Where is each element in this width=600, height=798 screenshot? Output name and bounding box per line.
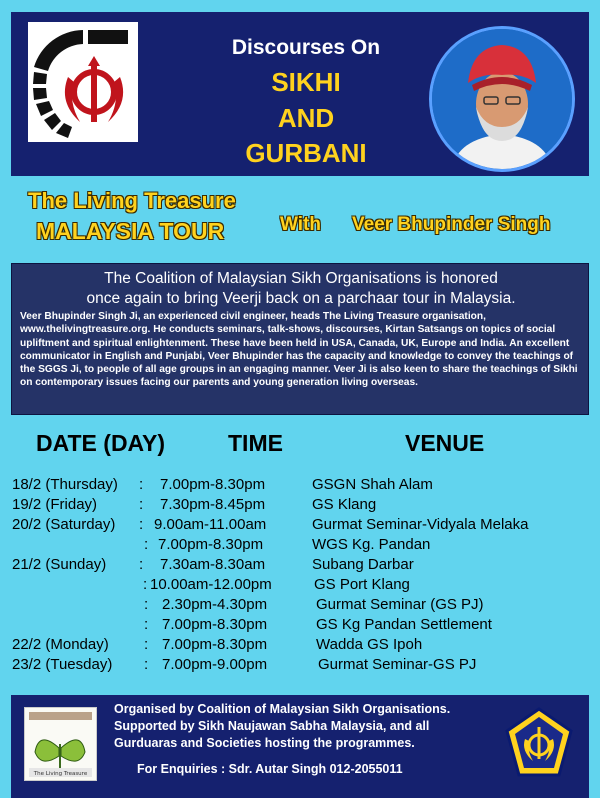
- row-venue: GS Port Klang: [314, 576, 410, 593]
- row-sep: :: [144, 636, 149, 653]
- row-sep: :: [144, 596, 149, 613]
- speaker-portrait: [429, 26, 575, 172]
- row-sep: :: [139, 476, 144, 493]
- row-date: 23/2 (Tuesday): [12, 656, 113, 673]
- header-venue: VENUE: [405, 430, 485, 456]
- organiser-line-2: Supported by Sikh Naujawan Sabha Malaysia, and all: [114, 719, 430, 733]
- row-time: 7.00pm-8.30pm: [160, 476, 266, 493]
- tlt-logo-caption: The Living Treasure: [33, 771, 88, 777]
- enquiries-contact: For Enquiries : Sdr. Autar Singh 012-2055011: [137, 762, 403, 776]
- row-time: 10.00am-12.00pm: [150, 576, 272, 593]
- row-time: 7.00pm-8.30pm: [162, 616, 268, 633]
- header-line-2: SIKHI: [271, 67, 341, 97]
- row-venue: GS Kg Pandan Settlement: [316, 616, 492, 633]
- intro-line-2: once again to bring Veerji back on a parchaar tour in Malaysia.: [86, 290, 516, 307]
- header-date: DATE (DAY): [36, 430, 166, 456]
- header-line-4: GURBANI: [245, 138, 367, 168]
- row-venue: Gurmat Seminar-Vidyala Melaka: [312, 516, 529, 533]
- row-time: 7.00pm-8.30pm: [158, 536, 264, 553]
- row-sep: :: [139, 556, 144, 573]
- intro-heading: [22, 269, 580, 309]
- tour-title-line-1: The Living Treasure: [28, 188, 236, 213]
- organiser-line-3: Gurduaras and Societies hosting the programmes.: [114, 736, 415, 750]
- row-sep: :: [139, 496, 144, 513]
- header-banner: [11, 12, 589, 176]
- row-venue: Gurmat Seminar-GS PJ: [318, 656, 477, 673]
- row-venue: GS Klang: [312, 496, 377, 513]
- row-sep: :: [144, 656, 149, 673]
- row-time: 7.00pm-8.30pm: [162, 636, 268, 653]
- speaker-name: Veer Bhupinder Singh: [352, 214, 551, 235]
- leaves-logo-icon: [24, 707, 97, 781]
- row-date: 20/2 (Saturday): [12, 516, 116, 533]
- header-time: TIME: [228, 430, 283, 456]
- row-sep: :: [139, 516, 144, 533]
- header-line-1: Discourses On: [231, 36, 381, 59]
- tour-title-line-2: MALAYSIA TOUR: [36, 218, 225, 244]
- row-venue: Wadda GS Ipoh: [316, 636, 423, 653]
- khanda-logo-icon: [28, 22, 138, 142]
- row-date: 22/2 (Monday): [12, 636, 109, 653]
- intro-line-1: The Coalition of Malaysian Sikh Organisations is honored: [104, 270, 498, 287]
- tour-with: With: [280, 214, 321, 235]
- row-sep: :: [144, 616, 149, 633]
- speaker-bio: Veer Bhupinder Singh Ji, an experienced civil engineer, heads The Living Treasure organisation, www.thelivingtreasure.org. He conducts seminars, talk-shows, discourses, Kirtan Satsangs on topics of social upliftment and spiritual enlightenment. These have been held in USA, Canada, UK, Europe and India. An excellent communicator in English and Punjabi, Veer Bhupinder has the capacity and knowledge to convey the teachings of the SGGS Ji, to people of all age groups in an engaging manner. Veer Ji is also keen to share the teachings of Sikhi on contemporary issues facing our parents and young generation living overseas.: [20, 311, 578, 389]
- row-sep: :: [144, 536, 149, 553]
- row-venue: WGS Kg. Pandan: [312, 536, 431, 553]
- intro-box: [11, 263, 589, 415]
- row-time: 7.30pm-8.45pm: [160, 496, 266, 513]
- coalition-logo-icon: [503, 707, 575, 779]
- row-date: 19/2 (Friday): [12, 496, 98, 513]
- header-line-3: AND: [277, 103, 335, 133]
- row-date: 21/2 (Sunday): [12, 556, 107, 573]
- footer-banner: [11, 695, 589, 798]
- row-time: 9.00am-11.00am: [154, 516, 267, 533]
- row-date: 18/2 (Thursday): [12, 476, 118, 493]
- row-time: 2.30pm-4.30pm: [162, 596, 268, 613]
- row-venue: Gurmat Seminar (GS PJ): [316, 596, 484, 613]
- row-time: 7.30am-8.30am: [160, 556, 266, 573]
- row-sep: :: [143, 576, 148, 593]
- row-venue: GSGN Shah Alam: [312, 476, 433, 493]
- row-time: 7.00pm-9.00pm: [162, 656, 268, 673]
- organiser-line-1: Organised by Coalition of Malaysian Sikh Organisations.: [114, 702, 451, 716]
- organiser-text: [114, 701, 450, 752]
- row-venue: Subang Darbar: [312, 556, 414, 573]
